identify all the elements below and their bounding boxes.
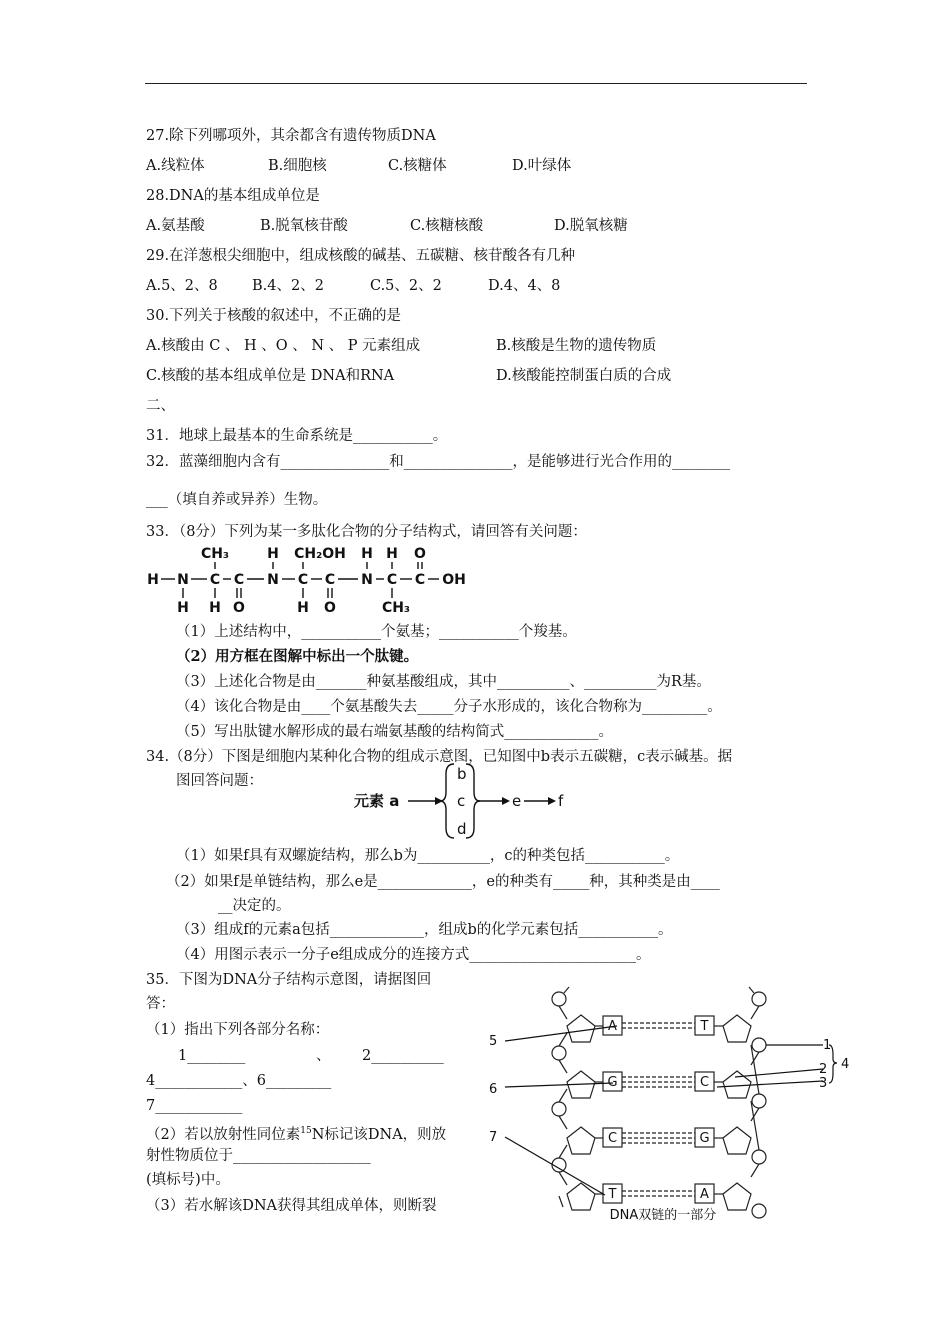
q28-option-a: A.氨基酸: [146, 218, 205, 234]
q35-blank-1: 1________: [178, 1048, 246, 1064]
q35-sub2-line3: (填标号)中。: [146, 1172, 230, 1188]
q28-option-b: B.脱氧核苷酸: [260, 218, 348, 234]
left-base-4: T: [608, 1187, 617, 1202]
f-label: f: [558, 792, 564, 810]
q29-option-b: B.4、2、2: [252, 278, 324, 294]
q35-blank-2: 2__________: [362, 1048, 444, 1064]
peptide-structure-formula: [140, 540, 480, 620]
right-base-4: A: [700, 1187, 709, 1202]
right-base-3: G: [699, 1131, 710, 1146]
composition-diagram: [350, 760, 590, 842]
dna-structure-diagram: [485, 985, 860, 1225]
q33-sub3: （3）上述化合物是由_______种氨基酸组成，其中__________、__________为R基。: [176, 674, 711, 690]
d-label: d: [457, 820, 467, 838]
h-main: H: [147, 572, 159, 588]
q27-option-c: C.核糖体: [388, 158, 447, 174]
q33-stem: 33．（8分）下列为某一多肽化合物的分子结构式，请回答有关问题：: [146, 524, 587, 540]
q32-line1: 32．蓝藻细胞内含有_______________和_______________，是能够进行光合作用的________: [146, 454, 730, 470]
header-rule: [145, 83, 807, 84]
dna-caption: DNA双链的一部分: [609, 1208, 717, 1223]
label-7: 7: [489, 1130, 498, 1145]
q30-option-b: B.核酸是生物的遗传物质: [496, 338, 657, 354]
q27-stem: 27.除下列哪项外，其余都含有遗传物质DNA: [146, 128, 436, 144]
ch3-top: CH₃: [200, 546, 230, 562]
q29-option-c: C.5、2、2: [370, 278, 442, 294]
section-two-heading: 二、: [146, 398, 175, 414]
e-label: e: [512, 792, 522, 810]
q27-option-a: A.线粒体: [146, 158, 205, 174]
n-main-3: N: [361, 572, 373, 588]
q27-option-d: D.叶绿体: [512, 158, 572, 174]
q27-option-b: B.细胞核: [268, 158, 327, 174]
c-main-6: C: [414, 572, 426, 588]
q34-sub1: （1）如果f具有双螺旋结构，那么b为__________，c的种类包括___________。: [176, 848, 680, 864]
label-3: 3: [819, 1076, 828, 1091]
q35-sub1: （1）指出下列各部分名称：: [146, 1022, 330, 1038]
h-top-2: H: [361, 546, 373, 562]
b-label: b: [457, 765, 467, 783]
q32-line2: ___（填自养或异养）生物。: [146, 492, 328, 508]
left-base-3: C: [607, 1131, 618, 1146]
q35-sub2-text-a: （2）若以放射性同位素: [146, 1126, 301, 1143]
c-main-2: C: [233, 572, 245, 588]
q34-stem-line1: 34.（8分）下图是细胞内某种化合物的组成示意图，已知图中b表示五碳糖，c表示碱基。据: [146, 749, 733, 765]
q29-option-d: D.4、4、8: [488, 278, 561, 294]
c-main-4: C: [324, 572, 336, 588]
q35-line1: 35．下图为DNA分子结构示意图，请据图回: [146, 972, 432, 988]
h-bottom-3: H: [297, 600, 309, 616]
q30-stem: 30.下列关于核酸的叙述中，不正确的是: [146, 308, 402, 324]
right-base-1: T: [700, 1019, 709, 1034]
ch2oh-top: CH₂OH: [294, 546, 346, 562]
right-base-2: C: [699, 1075, 710, 1090]
c-main-5: C: [386, 572, 398, 588]
o-bottom-2: O: [324, 600, 336, 616]
q33-sub5: （5）写出肽键水解形成的最右端氨基酸的结构简式_____________。: [176, 724, 613, 740]
label-4: 4: [841, 1057, 850, 1072]
q35-line2: 答：: [146, 996, 175, 1012]
q31: 31．地球上最基本的生命系统是___________。: [146, 428, 448, 444]
q34-stem-line2: 图回答问题：: [176, 773, 263, 789]
q33-sub2: （2）用方框在图解中标出一个肽键。: [176, 648, 419, 665]
q35-blank-7: 7____________: [146, 1098, 243, 1114]
isotope-superscript: 15: [300, 1126, 312, 1136]
q35-sub2-text-b: N标记该DNA，则放: [311, 1126, 447, 1143]
q33-sub1: （1）上述结构中，___________个氨基；___________个羧基。: [176, 624, 577, 640]
q35-sub2-line2: 射性物质位于___________________: [146, 1148, 371, 1164]
q28-option-c: C.核糖核酸: [410, 218, 484, 234]
q30-option-a: A.核酸由 C 、 H 、O 、 N 、 P 元素组成: [146, 338, 421, 354]
q30-option-c: C.核酸的基本组成单位是 DNA和RNA: [146, 368, 395, 384]
ch3-bottom: CH₃: [381, 600, 411, 616]
label-1: 1: [823, 1038, 832, 1053]
n-main-1: N: [177, 572, 189, 588]
label-6: 6: [489, 1082, 498, 1097]
q28-option-d: D.脱氧核糖: [554, 218, 628, 234]
q35-blank-4-6: 4____________、6_________: [146, 1073, 332, 1089]
h-bottom-2: H: [209, 600, 221, 616]
n-main-2: N: [267, 572, 279, 588]
c-label: c: [457, 792, 466, 810]
left-base-1: A: [608, 1019, 617, 1034]
o-top: O: [414, 546, 426, 562]
q34-sub3: （3）组成f的元素a包括_____________，组成b的化学元素包括___________。: [176, 922, 673, 938]
q35-separator: 、: [316, 1048, 331, 1064]
label-2: 2: [819, 1062, 828, 1077]
element-a-label: 元素 a: [354, 792, 400, 810]
q35-sub3: （3）若水解该DNA获得其组成单体，则断裂: [146, 1198, 437, 1214]
q28-stem: 28.DNA的基本组成单位是: [146, 188, 320, 204]
h-top-3: H: [386, 546, 398, 562]
q29-option-a: A.5、2、8: [146, 278, 218, 294]
q33-sub4: （4）该化合物是由____个氨基酸失去_____分子水形成的，该化合物称为_________。: [176, 699, 722, 715]
c-main-3: C: [297, 572, 309, 588]
q34-sub2-line2: __决定的。: [218, 898, 291, 914]
q30-option-d: D.核酸能控制蛋白质的合成: [496, 368, 672, 384]
oh-main: OH: [442, 572, 466, 588]
q34-sub4: （4）用图示表示一分子e组成成分的连接方式_______________________。: [176, 947, 651, 963]
q35-sub2-line1: [146, 1121, 446, 1145]
h-top-1: H: [267, 546, 279, 562]
q29-stem: 29.在洋葱根尖细胞中，组成核酸的碱基、五碳糖、核苷酸各有几种: [146, 248, 576, 264]
c-main-1: C: [209, 572, 221, 588]
left-base-2: G: [607, 1075, 618, 1090]
h-bottom-1: H: [177, 600, 189, 616]
label-5: 5: [489, 1034, 498, 1049]
q34-sub2-line1: （2）如果f是单链结构，那么e是_____________，e的种类有_____种，其种类是由____: [166, 874, 720, 890]
o-bottom-1: O: [233, 600, 245, 616]
